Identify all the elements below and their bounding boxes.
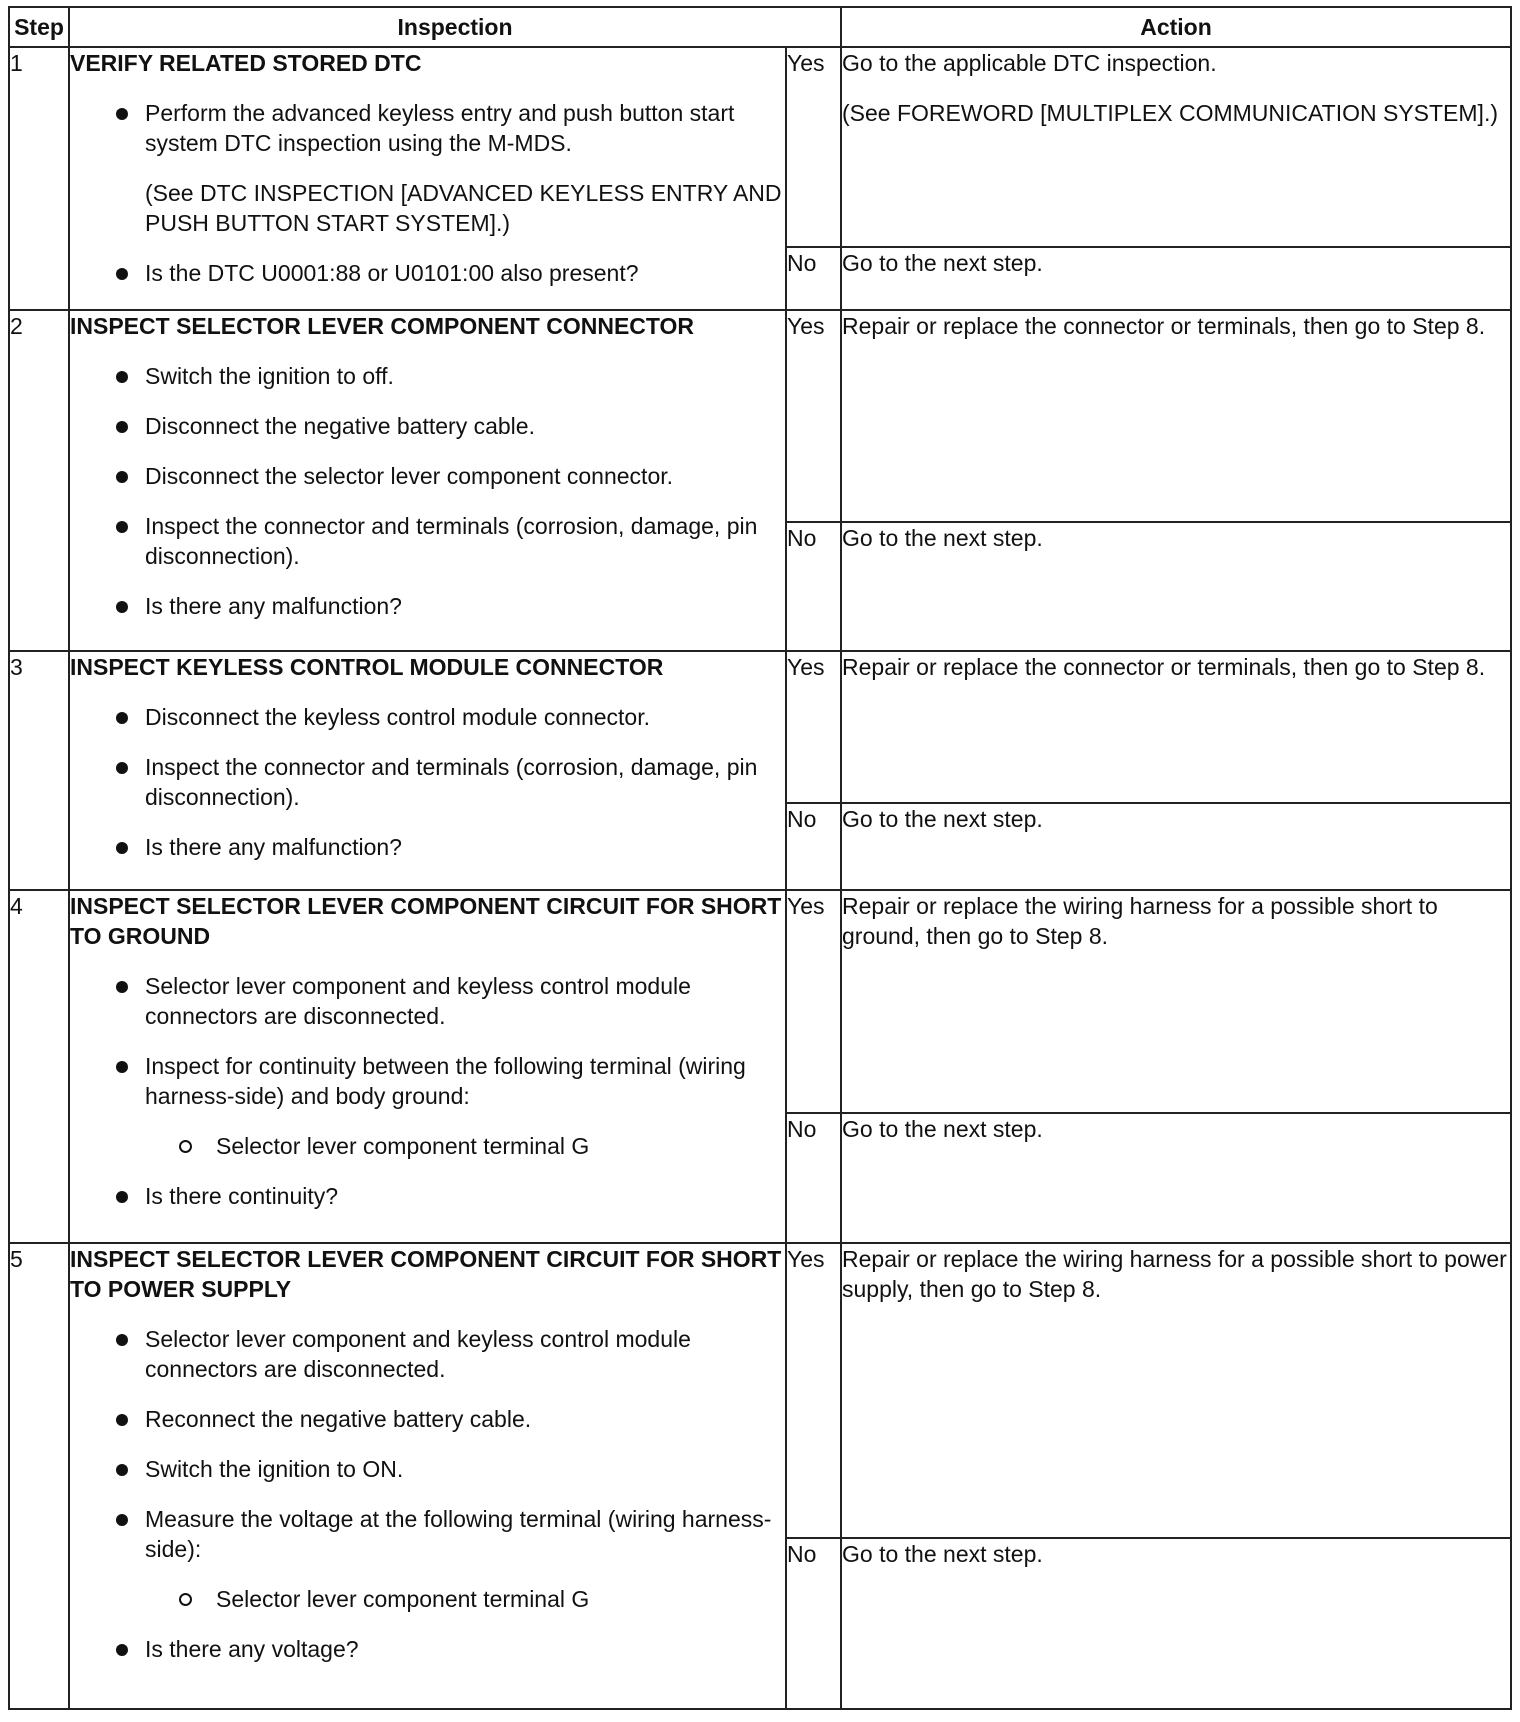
header-row xyxy=(9,7,1511,47)
bullet-item: Inspect the connector and terminals (corrosion, damage, pin disconnection). xyxy=(70,752,785,812)
step-3-yes-row xyxy=(9,651,1511,803)
yes-action: Repair or replace the connector or terminals, then go to Step 8. xyxy=(841,310,1511,522)
step-title: INSPECT SELECTOR LEVER COMPONENT CONNECTOR xyxy=(70,313,695,339)
bullet-list xyxy=(70,361,785,621)
no-label: No xyxy=(786,1538,841,1709)
no-action: Go to the next step. xyxy=(841,803,1511,890)
step-1-yes-row xyxy=(9,47,1511,247)
step-inspection xyxy=(69,651,786,890)
bullet-item xyxy=(70,1051,785,1161)
bullet-item xyxy=(70,1504,785,1614)
step-number: 3 xyxy=(9,651,69,890)
bullet-item: Reconnect the negative battery cable. xyxy=(70,1404,785,1434)
step-title: VERIFY RELATED STORED DTC xyxy=(70,50,422,76)
step-inspection xyxy=(69,310,786,651)
bullet-item: Switch the ignition to off. xyxy=(70,361,785,391)
step-title: INSPECT SELECTOR LEVER COMPONENT CIRCUIT FOR SHORT TO POWER SUPPLY xyxy=(70,1246,782,1302)
step-2-yes-row xyxy=(9,310,1511,522)
no-label: No xyxy=(786,247,841,310)
no-label: No xyxy=(786,522,841,651)
bullet-item: Switch the ignition to ON. xyxy=(70,1454,785,1484)
sub-bullet-list xyxy=(145,1584,785,1614)
no-action: Go to the next step. xyxy=(841,522,1511,651)
no-label: No xyxy=(786,803,841,890)
yes-label: Yes xyxy=(786,310,841,522)
bullet-item: Is there continuity? xyxy=(70,1181,785,1211)
no-action: Go to the next step. xyxy=(841,247,1511,310)
bullet-list xyxy=(70,702,785,862)
bullet-item: Disconnect the negative battery cable. xyxy=(70,411,785,441)
bullet-item: Selector lever component and keyless control module connectors are disconnected. xyxy=(70,971,785,1031)
header-step: Step xyxy=(9,7,69,47)
yes-action: Repair or replace the wiring harness for a possible short to power supply, then go to Step 8. xyxy=(841,1243,1511,1538)
step-inspection xyxy=(69,47,786,310)
yes-label: Yes xyxy=(786,47,841,247)
bullet-item: Is there any malfunction? xyxy=(70,591,785,621)
yes-action: Repair or replace the connector or terminals, then go to Step 8. xyxy=(841,651,1511,803)
step-5-yes-row xyxy=(9,1243,1511,1538)
step-title: INSPECT KEYLESS CONTROL MODULE CONNECTOR xyxy=(70,654,664,680)
bullet-item: Disconnect the selector lever component connector. xyxy=(70,461,785,491)
step-4-yes-row xyxy=(9,890,1511,1113)
no-action: Go to the next step. xyxy=(841,1538,1511,1709)
header-action: Action xyxy=(841,7,1511,47)
bullet-list xyxy=(70,98,785,288)
action-text: Go to the applicable DTC inspection. xyxy=(842,50,1217,76)
bullet-item: Inspect the connector and terminals (corrosion, damage, pin disconnection). xyxy=(70,511,785,571)
yes-action: Repair or replace the wiring harness for a possible short to ground, then go to Step 8. xyxy=(841,890,1511,1113)
sub-bullet-item: Selector lever component terminal G xyxy=(141,1584,785,1614)
yes-label: Yes xyxy=(786,651,841,803)
bullet-item: Is the DTC U0001:88 or U0101:00 also present? xyxy=(70,258,785,288)
step-number: 4 xyxy=(9,890,69,1243)
no-action: Go to the next step. xyxy=(841,1113,1511,1243)
bullet-item: Is there any malfunction? xyxy=(70,832,785,862)
yes-label: Yes xyxy=(786,1243,841,1538)
step-inspection xyxy=(69,1243,786,1709)
step-number: 1 xyxy=(9,47,69,310)
step-number: 5 xyxy=(9,1243,69,1709)
reference-note: (See DTC INSPECTION [ADVANCED KEYLESS ENTRY AND PUSH BUTTON START SYSTEM].) xyxy=(145,180,782,236)
no-label: No xyxy=(786,1113,841,1243)
step-inspection xyxy=(69,890,786,1243)
sub-bullet-item: Selector lever component terminal G xyxy=(141,1131,785,1161)
bullet-item: Is there any voltage? xyxy=(70,1634,785,1664)
bullet-text: Perform the advanced keyless entry and push button start system DTC inspection using the M-MDS. xyxy=(145,100,735,156)
bullet-list xyxy=(70,1324,785,1664)
procedure-table xyxy=(8,6,1512,1710)
sub-bullet-list xyxy=(145,1131,785,1161)
bullet-item: Disconnect the keyless control module connector. xyxy=(70,702,785,732)
bullet-item: Selector lever component and keyless control module connectors are disconnected. xyxy=(70,1324,785,1384)
reference-note: (See FOREWORD [MULTIPLEX COMMUNICATION SYSTEM].) xyxy=(842,100,1498,126)
bullet-text: Measure the voltage at the following terminal (wiring harness-side): xyxy=(145,1506,772,1562)
yes-label: Yes xyxy=(786,890,841,1113)
bullet-list xyxy=(70,971,785,1211)
bullet-item xyxy=(70,98,785,238)
bullet-text: Inspect for continuity between the following terminal (wiring harness-side) and body ground: xyxy=(145,1053,746,1109)
yes-action xyxy=(841,47,1511,247)
step-number: 2 xyxy=(9,310,69,651)
header-inspection: Inspection xyxy=(69,7,841,47)
step-title: INSPECT SELECTOR LEVER COMPONENT CIRCUIT FOR SHORT TO GROUND xyxy=(70,893,782,949)
